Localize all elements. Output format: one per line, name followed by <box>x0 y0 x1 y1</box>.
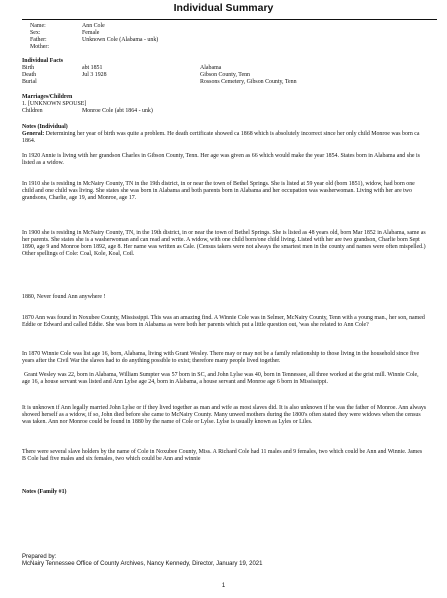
note-paragraph: 1870 Ann was found in Noxubee County, Mississippi. This was an amazing find. A Winnie Cole was in Selmer, McNairy County, Tenn with a young man., her son, named Eddie or Edward and called Eddie. She was born in Alabama as were both her parents which put a little question out, 'was she related to Ann Cole? <box>22 315 425 329</box>
spouse-entry: 1. [UNKNOWN SPOUSE] <box>22 101 87 107</box>
note-general <box>22 131 427 145</box>
note-paragraph: It is unknown if Ann legally married John Lylse or if they lived together as man and wife as most slaves did. It is also unknown if he was the father of Monroe. Ann always showed herself as a widow, if so, John died before she came to McNairy County. Many unwed mothers during the 1800's often stated they were widows when the census was taken. Ann nor Monroe could be found in 1880 by the name of Cole or Lylse. Lylse is usually known as Lyles or Liles. <box>22 405 427 426</box>
name-label: Name: <box>30 23 46 29</box>
note-paragraph: In 1910 she is residing in McNairy County, TN in the 19th district, in or near the town of Bethel Springs. She is listed at 59 year old (born 1851), widow, had born one child and one child was living. She states she was born in Alabama and both parents born in Alabama and her occupation was washerwoman. Living with her are two grandsons, Charlie, age 19, and Monroe, age 17. <box>22 181 415 202</box>
prepared-label: Prepared by: <box>22 554 57 560</box>
note-paragraph: There were several slave holders by the name of Cole in Noxubee County, Miss. A Richard Cole had 11 males and 9 females, two which could be Ann and Winnie. James B Cole had five males and six females, two which could be Ann and winnie <box>22 449 423 463</box>
note-paragraph: Grant Wesley was 22, born in Alabama, William Sumpter was 57 born in SC, and John Lylse was 40, born in Tennessee, all three worked at the grist mill. Winnie Cole, age 16, a house servant was listed and Ann Lylse age 24, born in Alabama, a house servant and Monroe age 6 born in Mississippi. <box>22 372 419 386</box>
page-number: 1 <box>221 583 226 589</box>
note-paragraph: In 1900 she is residing in McNairy County, TN, in the 19th district, in or near the town of Bethel Springs. She is listed as 48 years old, born Mar 1852 in Alabama, same as her parents. She states she is a washerwoman and can read and write. A widow, with one child born/one child living. Listed with her are two grandson, Charlie born Sept 1890, age 9 and Monroe born 1892, age 8. Her name was written as Cale. (Census takers were not always the smartest men in the county and names were often mispelled.) Other spellings of Cole: Coal, Kole, Koal, Coil. <box>22 230 426 258</box>
children-value: Monroe Cole (abt 1864 - unk) <box>82 108 153 114</box>
marriages-heading: Marriages/Children <box>22 94 73 100</box>
fact-place: Gibson County, Tenn <box>200 72 250 78</box>
fact-place: Rossons Cemetery, Gibson County, Tenn <box>200 79 297 85</box>
notes-heading: Notes (Individual) <box>22 124 68 130</box>
fact-place: Alabama <box>200 65 222 71</box>
fact-label: Birth <box>22 65 35 71</box>
name-value: Ann Cole <box>82 23 105 29</box>
sex-value: Female <box>82 30 100 36</box>
fact-label: Burial <box>22 79 37 85</box>
father-value: Unknown Cole (Alabama - unk) <box>82 37 159 43</box>
children-label: Children <box>22 108 43 114</box>
fact-date: abt 1851 <box>82 65 103 71</box>
father-label: Father: <box>30 37 47 43</box>
note-paragraph: 1880, Never found Ann anywhere ! <box>22 294 106 300</box>
mother-label: Mother: <box>30 44 49 50</box>
sex-label: Sex: <box>30 30 41 36</box>
note-paragraph: In 1920 Annie is living with her grandson Charles in Gibson County, Tenn. Her age was given as 66 which would make the year 1854. States born in Alabama and she is listed as a widow. <box>22 153 420 167</box>
prepared-by: McNairy Tennessee Office of County Archives, Nancy Kennedy, Director, January 19, 2021 <box>22 561 263 567</box>
family-notes-heading: Notes (Family #1) <box>22 489 67 495</box>
title-divider <box>22 19 437 20</box>
note-paragraph: In 1870 Winnie Cole was list age 16, born, Alabama, living with Grant Wesley. There may or may not be a family relationship to those living in the household since five years after the Civil War the slaves had to do anything possible to exist; therefore many people lived together. <box>22 351 420 365</box>
fact-label: Death <box>22 72 37 78</box>
facts-heading: Individual Facts <box>22 58 64 64</box>
page-title: Individual Summary <box>173 2 274 14</box>
fact-date: Jul 3 1928 <box>82 72 107 78</box>
note-general-text: Determining her year of birth was quite a problem. He death certificate showed ca 1868 which is absolutely incorrect since her only child Monroe was born ca 1864. <box>22 131 420 145</box>
general-label: General: <box>22 131 45 137</box>
